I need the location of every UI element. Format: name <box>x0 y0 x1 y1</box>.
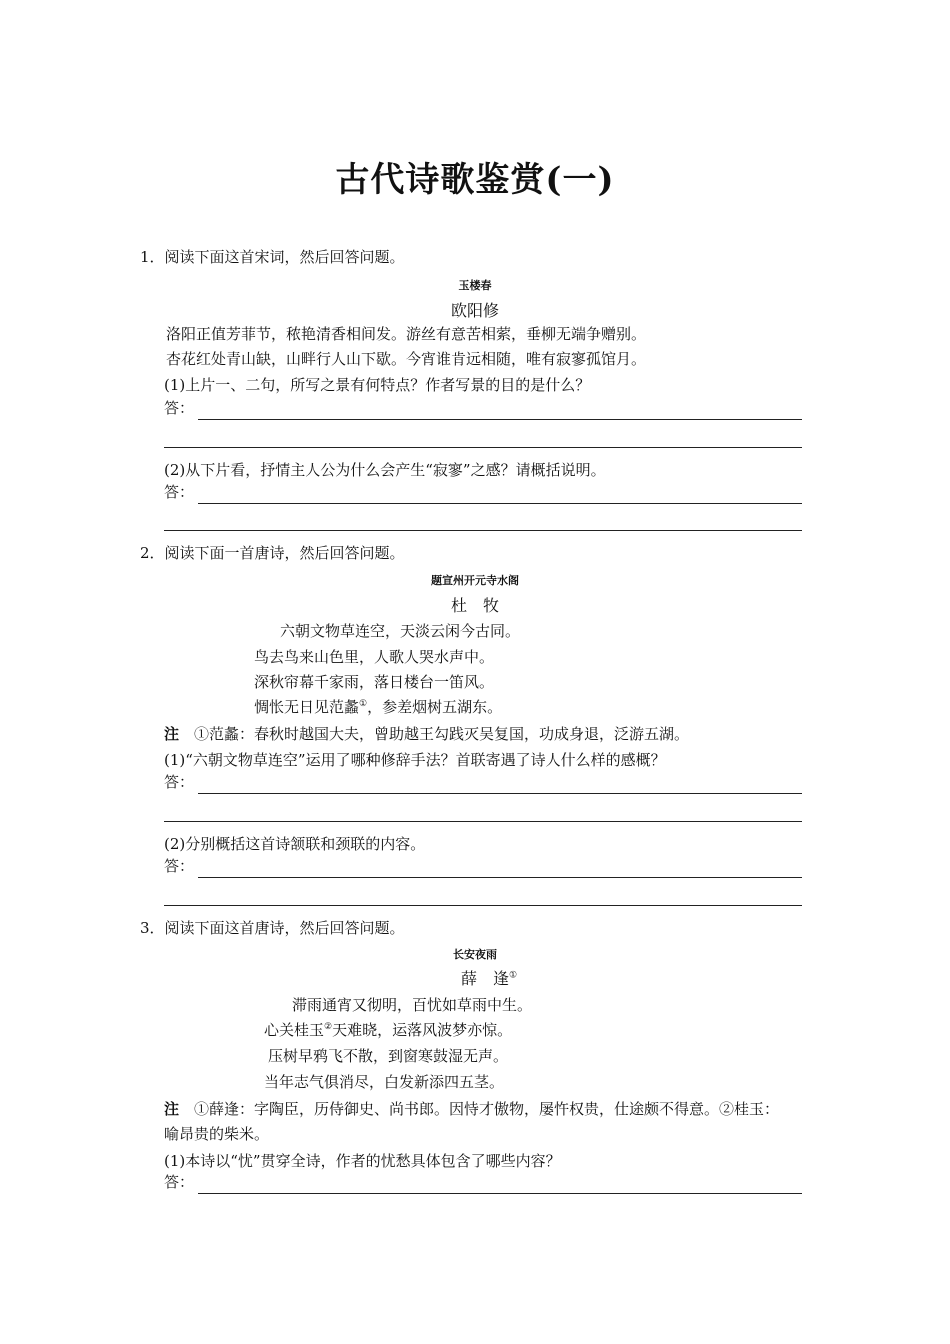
poem-2-line-4: 惆怅无日见范蠡①，参差烟树五湖东。 <box>254 698 503 716</box>
answer-label: 答： <box>164 399 195 417</box>
answer-row[interactable] <box>164 482 802 504</box>
poem-1-title: 玉楼春 <box>458 279 492 292</box>
poem-3-line-2: 心关桂玉②天难晓，运落风波梦亦惊。 <box>264 1021 513 1039</box>
answer-row[interactable] <box>164 856 802 878</box>
page-title: 古代诗歌鉴赏(一) <box>335 160 615 200</box>
question-1-sub-2: (2)从下片看，抒情主人公为什么会产生“寂寥”之感？请概括说明。 <box>164 461 606 479</box>
poem-2-line-3: 深秋帘幕千家雨，落日楼台一笛风。 <box>254 673 495 691</box>
question-3-intro: 3．阅读下面这首唐诗，然后回答问题。 <box>140 919 405 937</box>
footnote-mark: ② <box>324 1022 333 1032</box>
poem-2-title: 题宣州开元寺水阁 <box>431 574 519 587</box>
answer-blank-line[interactable] <box>164 447 802 448</box>
answer-blank-line[interactable] <box>164 821 802 822</box>
answer-line <box>198 419 802 420</box>
poem-2-author: 杜 牧 <box>450 596 499 615</box>
answer-label: 答： <box>164 857 195 875</box>
question-3-sub-1: (1)本诗以“忧”贯穿全诗，作者的忧愁具体包含了哪些内容？ <box>164 1152 561 1170</box>
answer-row[interactable] <box>164 398 802 420</box>
answer-blank-line[interactable] <box>164 905 802 906</box>
poem-3-note-line-2: 喻昂贵的柴米。 <box>164 1125 270 1143</box>
poem-2-line-2: 鸟去鸟来山色里，人歌人哭水声中。 <box>254 648 495 666</box>
answer-label: 答： <box>164 1173 195 1191</box>
answer-line <box>198 1193 802 1194</box>
answer-label: 答： <box>164 483 195 501</box>
answer-line <box>198 503 802 504</box>
question-2-intro: 2．阅读下面一首唐诗，然后回答问题。 <box>140 544 405 562</box>
poem-2-line-1: 六朝文物草连空，天淡云闲今古同。 <box>280 622 521 640</box>
question-2-sub-1: (1)“六朝文物草连空”运用了哪种修辞手法？首联寄遇了诗人什么样的感概？ <box>164 751 666 769</box>
answer-line <box>198 877 802 878</box>
poem-1-author: 欧阳修 <box>450 301 499 320</box>
question-2-sub-2: (2)分别概括这首诗颔联和颈联的内容。 <box>164 835 426 853</box>
poem-3-title: 长安夜雨 <box>453 948 497 961</box>
answer-blank-line[interactable] <box>164 530 802 531</box>
footnote-mark: ① <box>359 699 368 709</box>
answer-line <box>198 793 802 794</box>
answer-row[interactable] <box>164 1172 802 1194</box>
answer-label: 答： <box>164 773 195 791</box>
poem-3-line-3: 压树早鸦飞不散，到窗寒鼓湿无声。 <box>268 1047 509 1065</box>
poem-3-line-1: 滞雨通宵又彻明，百忧如草雨中生。 <box>292 996 533 1014</box>
question-1-intro: 1．阅读下面这首宋词，然后回答问题。 <box>140 248 405 266</box>
poem-3-note-line-1: 注 ①薛逢：字陶臣，历侍御史、尚书郎。因恃才傲物，屡忤权贵，仕途颇不得意。②桂玉： <box>164 1100 780 1118</box>
poem-3-author: 薛 逢① <box>460 969 518 988</box>
answer-row[interactable] <box>164 772 802 794</box>
poem-1-line-1: 洛阳正值芳菲节，秾艳清香相间发。游丝有意苦相萦，垂柳无端争赠别。 <box>166 325 647 343</box>
poem-3-line-4: 当年志气俱消尽，白发新添四五茎。 <box>264 1073 505 1091</box>
poem-1-line-2: 杏花红处青山缺，山畔行人山下歇。今宵谁肯远相随，唯有寂寥孤馆月。 <box>166 350 647 368</box>
question-1-sub-1: (1)上片一、二句，所写之景有何特点？作者写景的目的是什么？ <box>164 376 591 394</box>
poem-2-note: 注 ①范蠡：春秋时越国大夫，曾助越王勾践灭吴复国，功成身退，泛游五湖。 <box>164 725 690 743</box>
footnote-mark: ① <box>508 970 518 981</box>
